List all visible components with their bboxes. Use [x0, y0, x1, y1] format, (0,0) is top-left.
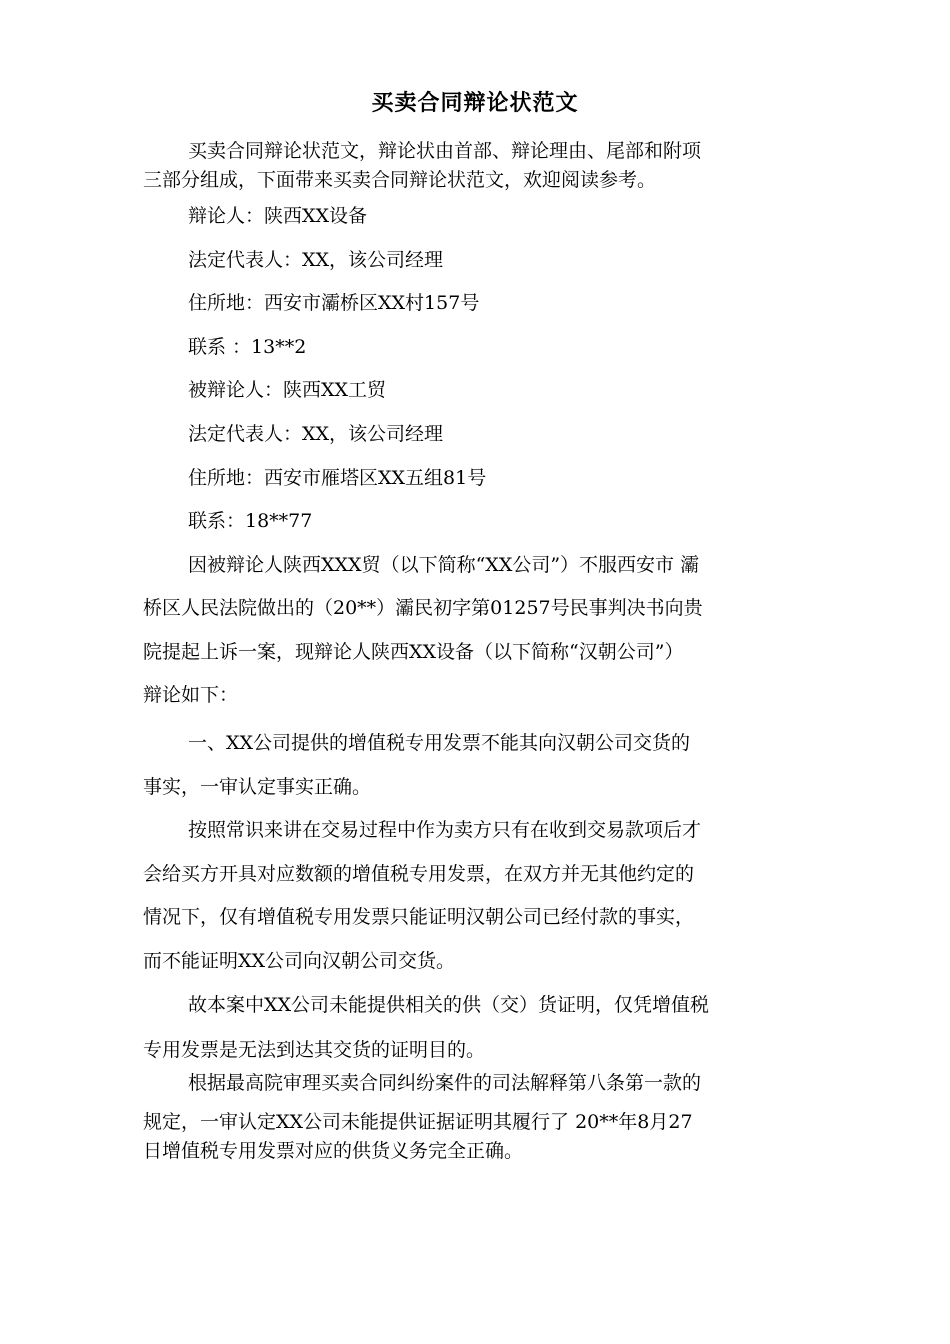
appellant-representative: 法定代表人：XX，该公司经理	[188, 423, 444, 445]
paragraph-line: 规定，一审认定XX公司未能提供证据证明其履行了 20**年8月27	[143, 1111, 693, 1133]
section-heading-line: 事实，一审认定事实正确。	[143, 776, 372, 798]
paragraph-line: 而不能证明XX公司向汉朝公司交货。	[143, 950, 456, 972]
intro-line-1: 买卖合同辩论状范文，辩论状由首部、辩论理由、尾部和附项	[188, 140, 702, 162]
paragraph-line: 桥区人民法院做出的（20**）灞民初字第01257号民事判决书向贵	[143, 597, 703, 619]
paragraph-line: 院提起上诉一案，现辩论人陕西XX设备（以下简称“汉朝公司”）	[143, 641, 684, 663]
appellee-name: 辩论人：陕西XX设备	[188, 205, 368, 227]
appellant-name: 被辩论人：陕西XX工贸	[188, 379, 387, 401]
paragraph-line: 专用发票是无法到达其交货的证明目的。	[143, 1039, 486, 1061]
paragraph-line: 按照常识来讲在交易过程中作为卖方只有在收到交易款项后才	[188, 819, 702, 841]
paragraph-line: 情况下，仅有增值税专用发票只能证明汉朝公司已经付款的事实，	[143, 906, 695, 928]
appellee-contact: 联系 ：13**2	[188, 336, 307, 358]
paragraph-line: 辩论如下：	[143, 684, 239, 706]
paragraph-line: 日增值税专用发票对应的供货义务完全正确。	[143, 1140, 524, 1162]
document-title: 买卖合同辩论状范文	[371, 90, 579, 116]
intro-line-2: 三部分组成，下面带来买卖合同辩论状范文，欢迎阅读参考。	[143, 169, 657, 191]
paragraph-line: 会给买方开具对应数额的增值税专用发票，在双方并无其他约定的	[143, 863, 695, 885]
appellant-address: 住所地：西安市雁塔区XX五组81号	[188, 467, 487, 489]
paragraph-line: 因被辩论人陕西XXX贸（以下简称“XX公司”）不服西安市 灞	[188, 554, 700, 576]
appellee-representative: 法定代表人：XX，该公司经理	[188, 249, 444, 271]
appellant-contact: 联系：18**77	[188, 510, 313, 532]
paragraph-line: 根据最高院审理买卖合同纠纷案件的司法解释第八条第一款的	[188, 1072, 702, 1094]
section-heading-line: 一、XX公司提供的增值税专用发票不能其向汉朝公司交货的	[188, 732, 691, 754]
appellee-address: 住所地：西安市灞桥区XX村157号	[188, 292, 480, 314]
paragraph-line: 故本案中XX公司未能提供相关的供（交）货证明，仅凭增值税	[188, 994, 710, 1016]
